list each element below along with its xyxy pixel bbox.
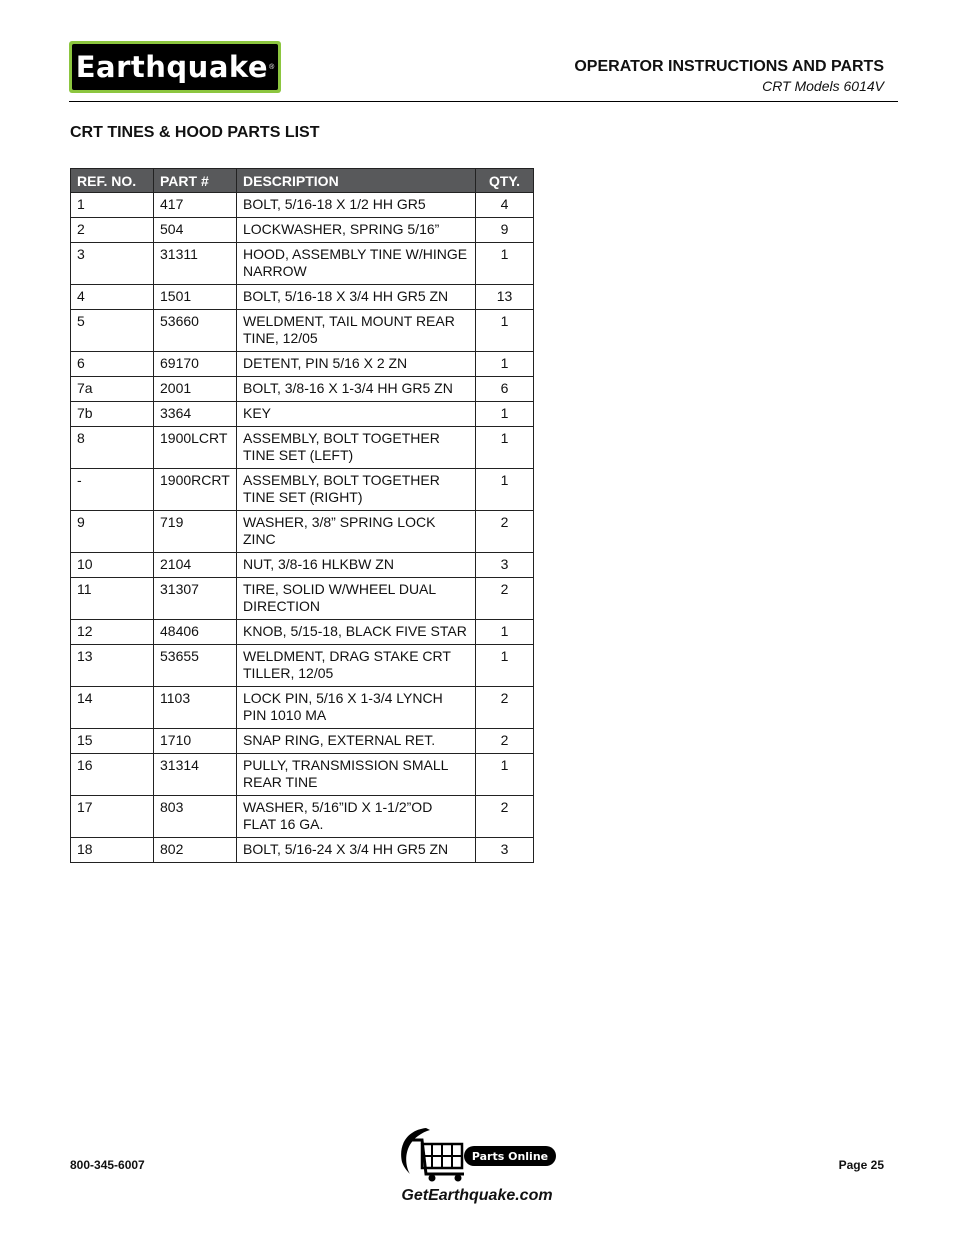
table-row	[71, 193, 534, 218]
brand-logo	[69, 41, 281, 93]
table-row	[71, 285, 534, 310]
cell-description: LOCKWASHER, SPRING 5/16”	[237, 218, 476, 243]
table-row	[71, 427, 534, 469]
cell-part-no: 719	[154, 511, 237, 553]
footer-website[interactable]: GetEarthquake.com	[401, 1187, 553, 1204]
cell-description: KNOB, 5/15-18, BLACK FIVE STAR	[237, 620, 476, 645]
cell-part-no: 2001	[154, 377, 237, 402]
table-row	[71, 620, 534, 645]
cell-description: PULLY, TRANSMISSION SMALL REAR TINE	[237, 754, 476, 796]
cell-part-no: 1900LCRT	[154, 427, 237, 469]
registered-mark: ®	[269, 63, 275, 71]
parts-online-badge-text: Parts Online	[471, 1150, 549, 1163]
cell-description: BOLT, 5/16-24 X 3/4 HH GR5 ZN	[237, 838, 476, 863]
parts-table	[70, 168, 534, 863]
parts-online-logo	[396, 1124, 558, 1182]
table-row	[71, 402, 534, 427]
cell-qty: 2	[476, 511, 534, 553]
table-row	[71, 578, 534, 620]
cell-qty: 2	[476, 578, 534, 620]
cell-ref-no: 17	[71, 796, 154, 838]
col-header-part-no: PART #	[154, 169, 237, 193]
cell-ref-no: 16	[71, 754, 154, 796]
cell-qty: 1	[476, 402, 534, 427]
cell-qty: 2	[476, 796, 534, 838]
cell-part-no: 69170	[154, 352, 237, 377]
cell-ref-no: 15	[71, 729, 154, 754]
cell-qty: 3	[476, 553, 534, 578]
cell-description: WASHER, 5/16”ID X 1-1/2”OD FLAT 16 GA.	[237, 796, 476, 838]
cell-qty: 1	[476, 352, 534, 377]
cell-qty: 1	[476, 310, 534, 352]
cell-description: ASSEMBLY, BOLT TOGETHER TINE SET (RIGHT)	[237, 469, 476, 511]
table-row	[71, 511, 534, 553]
cell-part-no: 31314	[154, 754, 237, 796]
table-row	[71, 687, 534, 729]
cell-part-no: 31307	[154, 578, 237, 620]
parts-table-body	[71, 193, 534, 863]
cell-qty: 1	[476, 754, 534, 796]
col-header-qty: QTY.	[476, 169, 534, 193]
cell-ref-no: 9	[71, 511, 154, 553]
cell-description: ASSEMBLY, BOLT TOGETHER TINE SET (LEFT)	[237, 427, 476, 469]
brand-logo-inner	[72, 44, 278, 90]
table-row	[71, 553, 534, 578]
brand-logo-text: Earthquake	[75, 50, 269, 84]
cell-qty: 1	[476, 620, 534, 645]
cell-ref-no: 7b	[71, 402, 154, 427]
cell-qty: 2	[476, 687, 534, 729]
cell-description: WELDMENT, DRAG STAKE CRT TILLER, 12/05	[237, 645, 476, 687]
table-row	[71, 645, 534, 687]
cell-ref-no: 14	[71, 687, 154, 729]
cell-ref-no: 2	[71, 218, 154, 243]
table-header-row	[71, 169, 534, 193]
cell-ref-no: 7a	[71, 377, 154, 402]
table-row	[71, 243, 534, 285]
cell-part-no: 802	[154, 838, 237, 863]
cell-description: WASHER, 3/8” SPRING LOCK ZINC	[237, 511, 476, 553]
cell-description: HOOD, ASSEMBLY TINE W/HINGE NARROW	[237, 243, 476, 285]
cell-ref-no: 6	[71, 352, 154, 377]
cell-qty: 3	[476, 838, 534, 863]
cell-qty: 1	[476, 469, 534, 511]
cell-part-no: 31311	[154, 243, 237, 285]
cell-ref-no: 12	[71, 620, 154, 645]
cell-part-no: 1501	[154, 285, 237, 310]
cell-description: SNAP RING, EXTERNAL RET.	[237, 729, 476, 754]
section-title: CRT TINES & HOOD PARTS LIST	[70, 124, 320, 141]
cell-description: KEY	[237, 402, 476, 427]
cell-part-no: 48406	[154, 620, 237, 645]
col-header-ref-no: REF. NO.	[71, 169, 154, 193]
cell-qty: 6	[476, 377, 534, 402]
cell-part-no: 1710	[154, 729, 237, 754]
table-row	[71, 310, 534, 352]
cell-ref-no: 11	[71, 578, 154, 620]
cell-description: DETENT, PIN 5/16 X 2 ZN	[237, 352, 476, 377]
cell-ref-no: -	[71, 469, 154, 511]
cell-qty: 2	[476, 729, 534, 754]
cell-ref-no: 18	[71, 838, 154, 863]
cell-description: BOLT, 5/16-18 X 3/4 HH GR5 ZN	[237, 285, 476, 310]
table-row	[71, 377, 534, 402]
cell-part-no: 3364	[154, 402, 237, 427]
footer-phone: 800-345-6007	[70, 1158, 145, 1172]
cell-qty: 9	[476, 218, 534, 243]
cell-part-no: 803	[154, 796, 237, 838]
cell-qty: 1	[476, 243, 534, 285]
cell-description: TIRE, SOLID W/WHEEL DUAL DIRECTION	[237, 578, 476, 620]
cell-ref-no: 5	[71, 310, 154, 352]
cell-part-no: 53660	[154, 310, 237, 352]
cell-part-no: 1103	[154, 687, 237, 729]
cell-ref-no: 10	[71, 553, 154, 578]
cell-ref-no: 8	[71, 427, 154, 469]
cell-ref-no: 1	[71, 193, 154, 218]
table-row	[71, 838, 534, 863]
document-subtitle: CRT Models 6014V	[762, 78, 884, 94]
document-title: OPERATOR INSTRUCTIONS AND PARTS	[574, 58, 884, 75]
cell-ref-no: 4	[71, 285, 154, 310]
cell-qty: 4	[476, 193, 534, 218]
table-row	[71, 352, 534, 377]
cell-description: BOLT, 5/16-18 X 1/2 HH GR5	[237, 193, 476, 218]
header-divider	[69, 101, 898, 102]
cell-part-no: 53655	[154, 645, 237, 687]
table-row	[71, 218, 534, 243]
cell-qty: 1	[476, 645, 534, 687]
cell-qty: 1	[476, 427, 534, 469]
cell-part-no: 504	[154, 218, 237, 243]
cell-description: LOCK PIN, 5/16 X 1-3/4 LYNCH PIN 1010 MA	[237, 687, 476, 729]
table-row	[71, 729, 534, 754]
table-row	[71, 469, 534, 511]
cell-description: NUT, 3/8-16 HLKBW ZN	[237, 553, 476, 578]
cell-qty: 13	[476, 285, 534, 310]
cell-part-no: 1900RCRT	[154, 469, 237, 511]
shopping-cart-icon	[412, 1140, 464, 1182]
cell-description: BOLT, 3/8-16 X 1-3/4 HH GR5 ZN	[237, 377, 476, 402]
cell-description: WELDMENT, TAIL MOUNT REAR TINE, 12/05	[237, 310, 476, 352]
col-header-description: DESCRIPTION	[237, 169, 476, 193]
table-row	[71, 796, 534, 838]
cell-ref-no: 3	[71, 243, 154, 285]
cell-ref-no: 13	[71, 645, 154, 687]
cell-part-no: 2104	[154, 553, 237, 578]
table-row	[71, 754, 534, 796]
page-number: Page 25	[838, 1158, 884, 1172]
cell-part-no: 417	[154, 193, 237, 218]
